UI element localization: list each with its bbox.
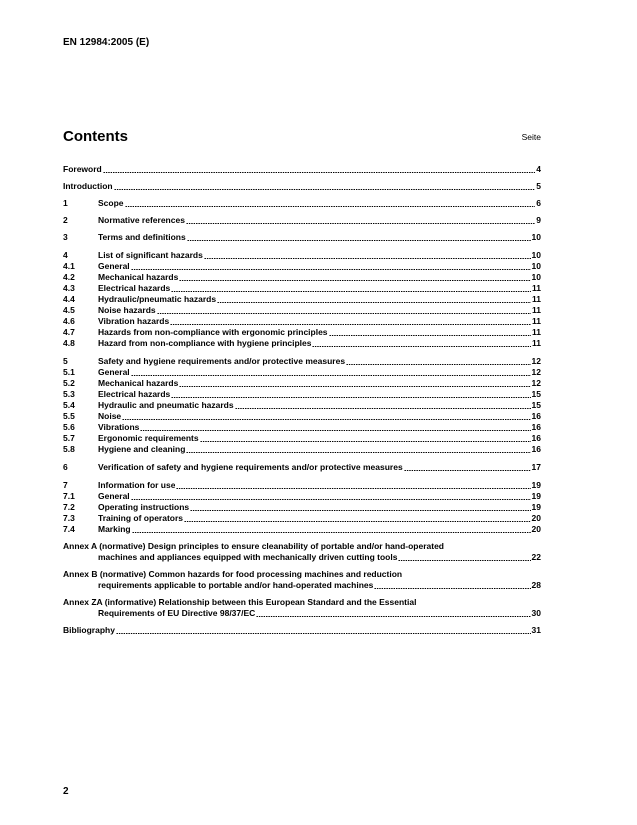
- toc-entry-page: 31: [531, 625, 541, 635]
- toc-entry[interactable]: [63, 502, 541, 513]
- toc-entry-page: 16: [531, 433, 541, 443]
- toc-entry-number: 4.6: [63, 316, 75, 326]
- toc-entry-title: Hydraulic/pneumatic hazards: [98, 294, 217, 304]
- toc-entry-page: 10: [531, 250, 541, 260]
- toc-entry-page: 9: [536, 215, 541, 225]
- toc-entry-page: 6: [536, 198, 541, 208]
- toc-entry-number: 4.8: [63, 338, 75, 348]
- toc-entry[interactable]: [63, 378, 541, 389]
- toc-entry-title: Electrical hazards: [98, 389, 171, 399]
- toc-entry-title: Hazards from non-compliance with ergonomic principles: [98, 327, 328, 337]
- toc-entry-page: 16: [531, 422, 541, 432]
- toc-entry-page: 19: [531, 502, 541, 512]
- toc-entry-number: 5.7: [63, 433, 75, 443]
- dot-leader: [122, 412, 530, 420]
- toc-entry-number: 7.1: [63, 491, 75, 501]
- toc-entry-page: 12: [531, 356, 541, 366]
- contents-title: Contents: [63, 128, 128, 145]
- toc-entry[interactable]: [63, 480, 541, 491]
- toc-entry-number: 4.2: [63, 272, 75, 282]
- toc-annex-entry[interactable]: [63, 597, 541, 619]
- toc-entry[interactable]: [63, 513, 541, 524]
- toc-entry-page: 16: [531, 411, 541, 421]
- toc-entry-page: 22: [531, 552, 541, 562]
- toc-entry[interactable]: [63, 232, 541, 243]
- toc-entry-title: Hazard from non-compliance with hygiene principles: [98, 338, 312, 348]
- annex-title: Annex A (normative) Design principles to ensure cleanability of portable and/or hand-operated: [63, 541, 444, 551]
- dot-leader: [140, 423, 530, 431]
- toc-entry[interactable]: [63, 181, 541, 192]
- toc-entry-number: 5: [63, 356, 68, 366]
- toc-entry-title: Vibration hazards: [98, 316, 170, 326]
- toc-annex-entry[interactable]: [63, 569, 541, 591]
- toc-entry[interactable]: [63, 338, 541, 349]
- dot-leader: [190, 503, 530, 511]
- dot-leader: [204, 251, 531, 259]
- toc-entry[interactable]: [63, 327, 541, 338]
- toc-entry[interactable]: [63, 305, 541, 316]
- toc-entry[interactable]: [63, 400, 541, 411]
- toc-entry-page: 11: [532, 327, 541, 337]
- document-id: EN 12984:2005 (E): [63, 37, 150, 48]
- toc-entry-page: 19: [531, 480, 541, 490]
- dot-leader: [404, 463, 531, 471]
- toc-entry-title: Mechanical hazards: [98, 272, 179, 282]
- toc-entry-title: Mechanical hazards: [98, 378, 179, 388]
- toc-entry[interactable]: [63, 215, 541, 226]
- dot-leader: [114, 182, 536, 190]
- toc-entry[interactable]: [63, 491, 541, 502]
- toc-entry-page: 12: [531, 378, 541, 388]
- toc-entry-title: Training of operators: [98, 513, 184, 523]
- toc-entry-number: 5.4: [63, 400, 75, 410]
- toc-entry-page: 30: [531, 608, 541, 618]
- toc-entry-page: 19: [531, 491, 541, 501]
- dot-leader: [179, 379, 530, 387]
- toc-entry[interactable]: [63, 316, 541, 327]
- dot-leader: [171, 284, 531, 292]
- toc-entry-title: Information for use: [98, 480, 176, 490]
- toc-entry-title: Noise hazards: [98, 305, 156, 315]
- toc-entry-page: 17: [531, 462, 541, 472]
- dot-leader: [184, 514, 531, 522]
- toc-entry[interactable]: [63, 433, 541, 444]
- toc-entry-title: Marking: [98, 524, 131, 534]
- toc-entry-page: 11: [532, 338, 541, 348]
- dot-leader: [132, 525, 531, 533]
- toc-entry-number: 4.7: [63, 327, 75, 337]
- toc-entry-title: Introduction: [63, 181, 113, 191]
- toc-entry[interactable]: [63, 250, 541, 261]
- toc-entry-number: 5.3: [63, 389, 75, 399]
- toc-entry-number: 7: [63, 480, 68, 490]
- toc-entry[interactable]: [63, 164, 541, 175]
- dot-leader: [200, 434, 531, 442]
- toc-entry-title: Ergonomic requirements: [98, 433, 199, 443]
- dot-leader: [329, 328, 531, 336]
- toc-entry-title: Terms and definitions: [98, 232, 186, 242]
- dot-leader: [170, 317, 531, 325]
- toc-entry-title: General: [98, 261, 130, 271]
- dot-leader: [131, 262, 531, 270]
- toc-entry[interactable]: [63, 411, 541, 422]
- toc-entry-page: 28: [531, 580, 541, 590]
- toc-entry[interactable]: [63, 272, 541, 283]
- toc-entry-number: 4.5: [63, 305, 75, 315]
- dot-leader: [187, 233, 531, 241]
- toc-entry[interactable]: [63, 444, 541, 455]
- toc-entry[interactable]: [63, 356, 541, 367]
- annex-title: Annex B (normative) Common hazards for food processing machines and reduction: [63, 569, 403, 579]
- dot-leader: [103, 165, 536, 173]
- toc-entry-title: Vibrations: [98, 422, 140, 432]
- toc-entry[interactable]: [63, 422, 541, 433]
- dot-leader: [131, 492, 531, 500]
- toc-entry[interactable]: [63, 261, 541, 272]
- toc-entry-page: 10: [531, 272, 541, 282]
- page-column-label: Seite: [521, 132, 541, 142]
- dot-leader: [125, 199, 536, 207]
- dot-leader: [171, 390, 530, 398]
- annex-title-line2: requirements applicable to portable and/or hand-operated machines: [98, 580, 374, 590]
- toc-entry[interactable]: [63, 198, 541, 209]
- dot-leader: [186, 445, 530, 453]
- toc-entry[interactable]: [63, 389, 541, 400]
- dot-leader: [157, 306, 531, 314]
- dot-leader: [398, 553, 530, 561]
- toc-entry-page: 20: [531, 524, 541, 534]
- annex-title-continuation: [63, 580, 541, 591]
- toc-entry-number: 6: [63, 462, 68, 472]
- toc-entry-number: 4.1: [63, 261, 75, 271]
- toc-entry-page: 15: [531, 400, 541, 410]
- dot-leader: [176, 481, 530, 489]
- toc-entry-number: 7.2: [63, 502, 75, 512]
- toc-entry-title: Operating instructions: [98, 502, 190, 512]
- toc-entry-title: Normative references: [98, 215, 185, 225]
- toc-entry-page: 10: [531, 261, 541, 271]
- toc-bibliography-entry[interactable]: [63, 625, 541, 636]
- toc-entry-title: Verification of safety and hygiene requirements and/or protective measures: [98, 462, 403, 472]
- dot-leader: [131, 368, 531, 376]
- annex-title-line2: Requirements of EU Directive 98/37/EC: [98, 608, 256, 618]
- toc-entry-number: 4: [63, 250, 68, 260]
- toc-entry[interactable]: [63, 367, 541, 378]
- toc-entry-title: Hydraulic and pneumatic hazards: [98, 400, 234, 410]
- page-number: 2: [63, 786, 69, 797]
- toc-entry-title: Safety and hygiene requirements and/or protective measures: [98, 356, 346, 366]
- contents-heading: [63, 128, 541, 146]
- dot-leader: [235, 401, 531, 409]
- toc-entry-number: 5.1: [63, 367, 75, 377]
- dot-leader: [256, 609, 530, 617]
- toc-entry-title: General: [98, 367, 130, 377]
- toc-entry-title: General: [98, 491, 130, 501]
- toc-entry-page: 20: [531, 513, 541, 523]
- toc-entry-number: 4.3: [63, 283, 75, 293]
- toc-entry-number: 7.4: [63, 524, 75, 534]
- annex-title: Annex ZA (informative) Relationship between this European Standard and the Essential: [63, 597, 417, 607]
- toc-entry-title: Scope: [98, 198, 124, 208]
- toc-entry-number: 5.2: [63, 378, 75, 388]
- toc-entry-number: 5.6: [63, 422, 75, 432]
- toc-entry-page: 16: [531, 444, 541, 454]
- toc-entry-number: 4.4: [63, 294, 75, 304]
- dot-leader: [312, 339, 531, 347]
- toc-entry-page: 15: [531, 389, 541, 399]
- toc-entry-page: 10: [531, 232, 541, 242]
- toc-entry[interactable]: [63, 283, 541, 294]
- annex-title-continuation: [63, 552, 541, 563]
- toc-entry-page: 4: [536, 164, 541, 174]
- toc-entry-title: Bibliography: [63, 625, 115, 635]
- toc-entry-number: 5.5: [63, 411, 75, 421]
- annex-title-line2: machines and appliances equipped with mechanically driven cutting tools: [98, 552, 398, 562]
- toc-entry-number: 2: [63, 215, 68, 225]
- toc-entry-number: 3: [63, 232, 68, 242]
- toc-entry-number: 1: [63, 198, 68, 208]
- dot-leader: [346, 357, 530, 365]
- toc-entry-title: Hygiene and cleaning: [98, 444, 186, 454]
- toc-entry-number: 5.8: [63, 444, 75, 454]
- toc-entry-page: 11: [532, 316, 541, 326]
- annex-title-continuation: [63, 608, 541, 619]
- dot-leader: [179, 273, 530, 281]
- toc-entry-title: Foreword: [63, 164, 102, 174]
- dot-leader: [186, 216, 535, 224]
- toc-annex-entry[interactable]: [63, 541, 541, 563]
- toc-entry[interactable]: [63, 294, 541, 305]
- toc-entry-page: 12: [531, 367, 541, 377]
- toc-entry-page: 11: [532, 294, 541, 304]
- toc-entry-title: List of significant hazards: [98, 250, 203, 260]
- toc-entry[interactable]: [63, 524, 541, 535]
- dot-leader: [217, 295, 531, 303]
- toc-entry-title: Electrical hazards: [98, 283, 171, 293]
- toc-entry-page: 5: [536, 181, 541, 191]
- dot-leader: [374, 581, 530, 589]
- toc-entry-number: 7.3: [63, 513, 75, 523]
- toc-entry[interactable]: [63, 462, 541, 473]
- toc-entry-page: 11: [532, 305, 541, 315]
- toc-entry-page: 11: [532, 283, 541, 293]
- toc-entry-title: Noise: [98, 411, 122, 421]
- dot-leader: [116, 626, 531, 634]
